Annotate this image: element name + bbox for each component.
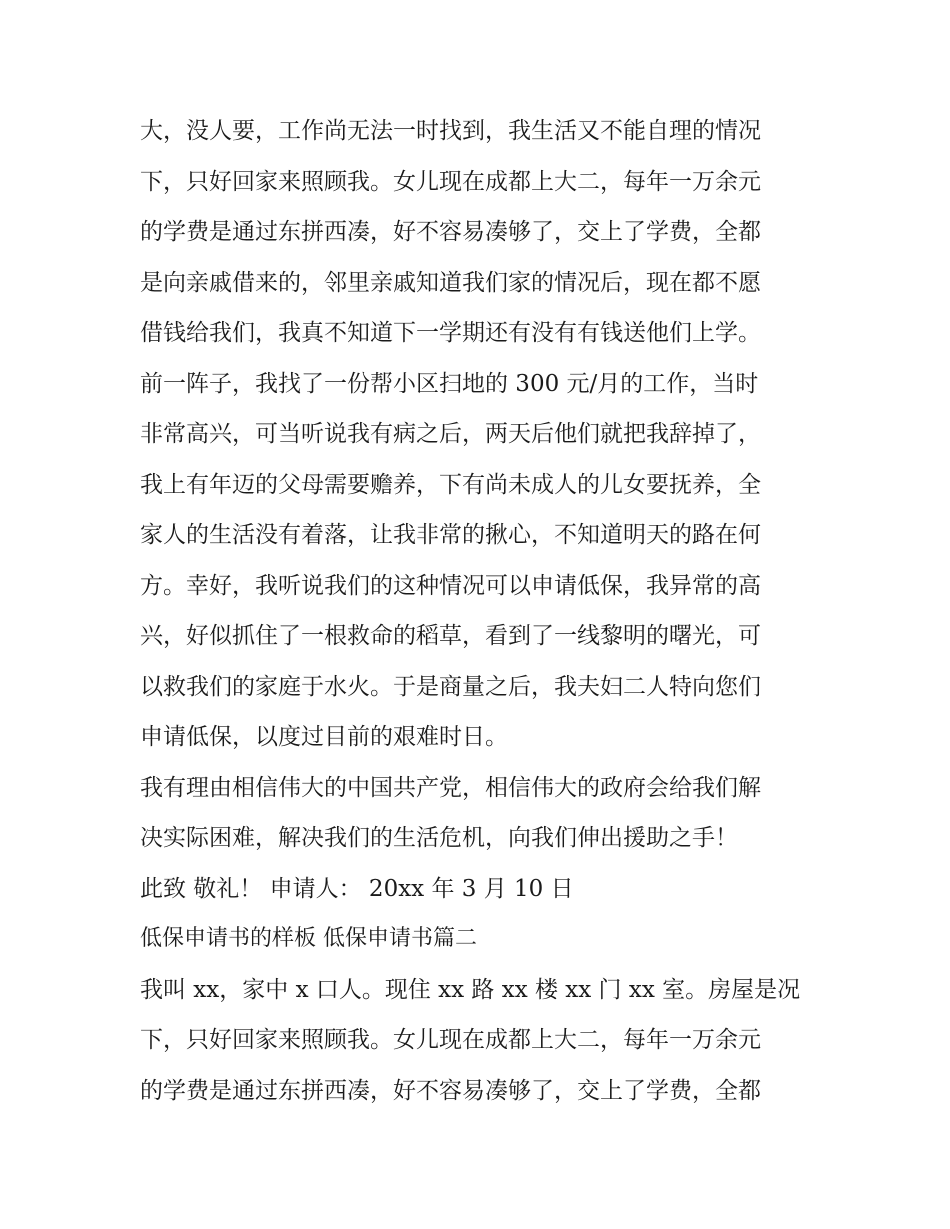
closing-line: 此致 敬礼！ 申请人： 20xx 年 3 月 10 日 <box>140 875 574 902</box>
text-line: 大，没人要，工作尚无法一时找到，我生活又不能自理的情况 <box>140 118 761 144</box>
text-line: 我上有年迈的父母需要赡养，下有尚未成人的儿女要抚养，全 <box>140 471 761 498</box>
text-line: 的学费是通过东拼西凑，好不容易凑够了，交上了学费，全都 <box>140 1077 761 1104</box>
text-line: 我有理由相信伟大的中国共产党，相信伟大的政府会给我们解 <box>140 774 761 801</box>
text-line: 家人的生活没有着落，让我非常的揪心，不知道明天的路在何 <box>140 522 761 548</box>
text-line: 前一阵子，我找了一份帮小区扫地的 300 元/月的工作，当时 <box>140 370 759 397</box>
text-line: 非常高兴，可当听说我有病之后，两天后他们就把我辞掉了， <box>140 421 761 447</box>
text-line: 兴，好似抓住了一根救命的稻草，看到了一线黎明的曙光，可 <box>140 623 761 649</box>
section-heading: 低保申请书的样板 低保申请书篇二 <box>140 926 477 951</box>
text-line: 下，只好回家来照顾我。女儿现在成都上大二，每年一万余元 <box>140 1027 761 1053</box>
text-line: 借钱给我们，我真不知道下一学期还有没有有钱送他们上学。 <box>140 320 761 346</box>
text-line: 是向亲戚借来的，邻里亲戚知道我们家的情况后，现在都不愿 <box>140 269 761 296</box>
text-line: 决实际困难，解决我们的生活危机，向我们伸出援助之手！ <box>140 825 738 851</box>
text-line: 的学费是通过东拼西凑，好不容易凑够了，交上了学费，全都 <box>140 219 761 245</box>
text-line: 以救我们的家庭于水火。于是商量之后，我夫妇二人特向您们 <box>140 673 761 700</box>
document-body <box>140 106 820 1116</box>
text-line: 申请低保，以度过目前的艰难时日。 <box>140 724 508 750</box>
text-line: 我叫 xx，家中 x 口人。现住 xx 路 xx 楼 xx 门 xx 室。房屋是况 <box>140 976 801 1003</box>
text-line: 下，只好回家来照顾我。女儿现在成都上大二，每年一万余元 <box>140 168 761 195</box>
text-line: 方。幸好，我听说我们的这种情况可以申请低保，我异常的高 <box>140 572 761 599</box>
